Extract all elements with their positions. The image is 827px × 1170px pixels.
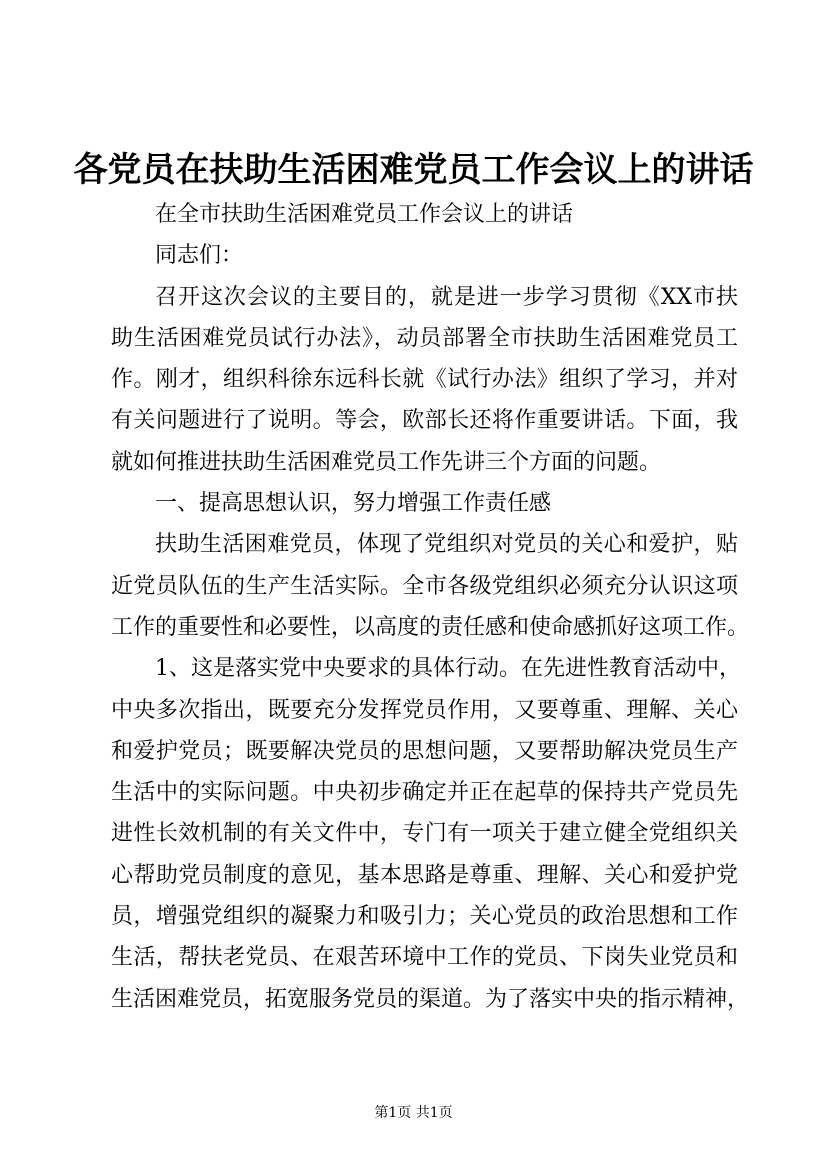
paragraph-line: 工作的重要性和必要性，以高度的责任感和使命感抓好这项工作。: [111, 614, 750, 640]
paragraph-line: 生活困难党员，拓宽服务党员的渠道。为了落实中央的指示精神，: [111, 986, 750, 1012]
document-body: [111, 198, 750, 1024]
paragraph-line: 扶助生活困难党员，体现了党组织对党员的关心和爱护，贴: [155, 532, 738, 558]
paragraph-line: 员，增强党组织的凝聚力和吸引力；关心党员的政治思想和工作: [111, 904, 738, 930]
paragraph-line: 近党员队伍的生产生活实际。全市各级党组织必须充分认识这项: [111, 573, 738, 599]
paragraph-line: 1、这是落实党中央要求的具体行动。在先进性教育活动中，: [155, 656, 741, 682]
paragraph-line: 作。刚才，组织科徐东远科长就《试行办法》组织了学习，并对: [111, 367, 738, 393]
paragraph-line: 进性长效机制的有关文件中，专门有一项关于建立健全党组织关: [111, 821, 738, 847]
paragraph-line: 生活，帮扶老党员、在艰苦环境中工作的党员、下岗失业党员和: [111, 945, 738, 971]
salutation-line: 同志们：: [155, 243, 244, 269]
subtitle-line: 在全市扶助生活困难党员工作会议上的讲话: [155, 202, 574, 227]
paragraph-line: 和爱护党员；既要解决党员的思想问题，又要帮助解决党员生产: [111, 738, 738, 764]
section-heading: 一、提高思想认识，努力增强工作责任感: [155, 491, 552, 517]
paragraph-line: 心帮助党员制度的意见，基本思路是尊重、理解、关心和爱护党: [111, 862, 738, 888]
paragraph-line: 召开这次会议的主要目的，就是进一步学习贯彻《XX市扶: [155, 284, 738, 310]
paragraph-line: 助生活困难党员试行办法》，动员部署全市扶助生活困难党员工: [111, 325, 738, 351]
paragraph-line: 中央多次指出，既要充分发挥党员作用，又要尊重、理解、关心: [111, 697, 738, 723]
document-title: 各党员在扶助生活困难党员工作会议上的讲话: [73, 150, 754, 190]
page-number-footer: 第1页 共1页: [374, 1105, 453, 1121]
paragraph-line: 有关问题进行了说明。等会，欧部长还将作重要讲话。下面，我: [111, 408, 738, 434]
paragraph-line: 生活中的实际问题。中央初步确定并正在起草的保持共产党员先: [111, 780, 738, 806]
paragraph-line: 就如何推进扶助生活困难党员工作先讲三个方面的问题。: [111, 449, 662, 475]
